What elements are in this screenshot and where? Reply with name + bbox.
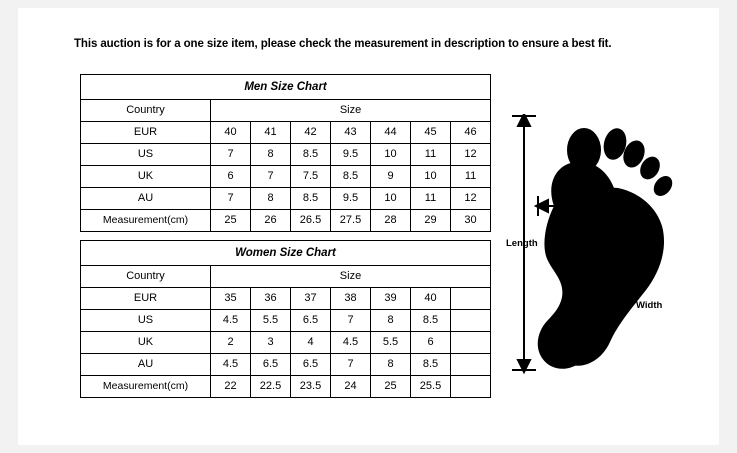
cell: 8 <box>371 354 411 376</box>
cell: 8 <box>371 310 411 332</box>
toe-big <box>567 128 601 172</box>
cell: 46 <box>451 122 491 144</box>
cell: 44 <box>371 122 411 144</box>
cell: 6 <box>211 166 251 188</box>
cell: 4 <box>291 332 331 354</box>
cell: 6.5 <box>251 354 291 376</box>
men-header-size: Size <box>211 100 491 122</box>
cell: 30 <box>451 210 491 232</box>
cell: 37 <box>291 288 331 310</box>
women-row-label-eur: EUR <box>81 288 211 310</box>
men-row-label-uk: UK <box>81 166 211 188</box>
table-row <box>81 122 491 144</box>
cell: 10 <box>411 166 451 188</box>
cell: 26 <box>251 210 291 232</box>
table-row <box>81 241 491 266</box>
cell: 25.5 <box>411 376 451 398</box>
cell: 5.5 <box>251 310 291 332</box>
women-row-label-measurement: Measurement(cm) <box>81 376 211 398</box>
cell: 8.5 <box>411 310 451 332</box>
cell: 26.5 <box>291 210 331 232</box>
width-label: Width <box>636 300 663 311</box>
cell: 27.5 <box>331 210 371 232</box>
cell: 6 <box>411 332 451 354</box>
cell: 43 <box>331 122 371 144</box>
cell: 11 <box>411 144 451 166</box>
cell: 8 <box>251 188 291 210</box>
table-row <box>81 166 491 188</box>
cell: 8.5 <box>331 166 371 188</box>
cell: 45 <box>411 122 451 144</box>
table-row <box>81 332 491 354</box>
cell: 38 <box>331 288 371 310</box>
cell <box>451 288 491 310</box>
size-chart-sheet <box>18 8 719 445</box>
cell: 6.5 <box>291 354 331 376</box>
cell: 42 <box>291 122 331 144</box>
women-row-label-au: AU <box>81 354 211 376</box>
cell: 2 <box>211 332 251 354</box>
cell: 39 <box>371 288 411 310</box>
cell: 7 <box>211 144 251 166</box>
men-row-label-au: AU <box>81 188 211 210</box>
cell: 7.5 <box>291 166 331 188</box>
women-chart-title: Women Size Chart <box>81 241 491 266</box>
women-size-chart-table <box>80 240 491 398</box>
women-row-label-uk: UK <box>81 332 211 354</box>
cell: 36 <box>251 288 291 310</box>
cell: 11 <box>451 166 491 188</box>
length-label: Length <box>506 238 538 249</box>
cell: 7 <box>331 310 371 332</box>
cell <box>451 310 491 332</box>
table-row <box>81 100 491 122</box>
cell <box>451 354 491 376</box>
auction-notice: This auction is for a one size item, please check the measurement in description to ensure a best fit. <box>74 38 612 50</box>
cell: 22.5 <box>251 376 291 398</box>
cell: 8 <box>251 144 291 166</box>
cell: 4.5 <box>211 310 251 332</box>
table-row <box>81 75 491 100</box>
table-row <box>81 354 491 376</box>
cell: 40 <box>411 288 451 310</box>
cell: 11 <box>411 188 451 210</box>
cell: 23.5 <box>291 376 331 398</box>
table-row <box>81 288 491 310</box>
table-row <box>81 376 491 398</box>
cell: 9.5 <box>331 188 371 210</box>
cell: 25 <box>371 376 411 398</box>
cell: 25 <box>211 210 251 232</box>
men-chart-title: Men Size Chart <box>81 75 491 100</box>
cell: 4.5 <box>211 354 251 376</box>
cell: 7 <box>251 166 291 188</box>
cell: 7 <box>211 188 251 210</box>
cell: 29 <box>411 210 451 232</box>
cell: 12 <box>451 188 491 210</box>
foot-measurement-diagram <box>498 114 708 382</box>
table-row <box>81 210 491 232</box>
table-row <box>81 266 491 288</box>
cell: 10 <box>371 188 411 210</box>
cell: 24 <box>331 376 371 398</box>
cell: 8.5 <box>291 188 331 210</box>
cell <box>451 332 491 354</box>
men-header-country: Country <box>81 100 211 122</box>
women-row-label-us: US <box>81 310 211 332</box>
men-row-label-us: US <box>81 144 211 166</box>
table-row <box>81 188 491 210</box>
cell: 9 <box>371 166 411 188</box>
cell: 8.5 <box>411 354 451 376</box>
cell: 4.5 <box>331 332 371 354</box>
men-row-label-measurement: Measurement(cm) <box>81 210 211 232</box>
cell: 41 <box>251 122 291 144</box>
table-row <box>81 144 491 166</box>
cell: 28 <box>371 210 411 232</box>
cell: 10 <box>371 144 411 166</box>
cell: 6.5 <box>291 310 331 332</box>
cell: 5.5 <box>371 332 411 354</box>
women-header-country: Country <box>81 266 211 288</box>
cell: 3 <box>251 332 291 354</box>
cell: 12 <box>451 144 491 166</box>
men-size-chart-table <box>80 74 491 232</box>
men-row-label-eur: EUR <box>81 122 211 144</box>
table-row <box>81 310 491 332</box>
cell: 7 <box>331 354 371 376</box>
cell: 22 <box>211 376 251 398</box>
cell: 40 <box>211 122 251 144</box>
cell: 8.5 <box>291 144 331 166</box>
cell: 9.5 <box>331 144 371 166</box>
women-header-size: Size <box>211 266 491 288</box>
cell: 35 <box>211 288 251 310</box>
cell <box>451 376 491 398</box>
